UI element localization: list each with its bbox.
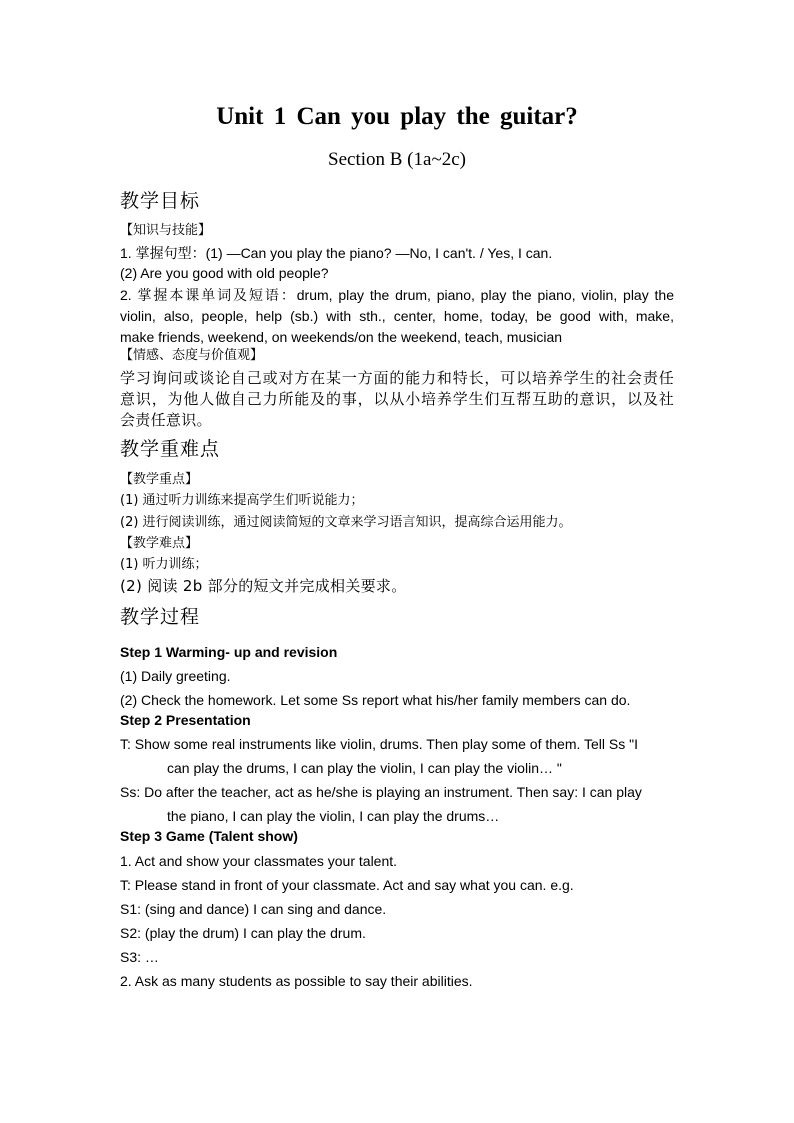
objective-item-2-line3: make friends, weekend, on weekends/on the weekend, teach, musician (120, 329, 563, 345)
step1-item-a: (1) Daily greeting. (120, 668, 231, 684)
objective-item-2-line2: violin, also, people, help (sb.) with sth., center, home, today, be good with, make, (120, 308, 674, 324)
emotion-text-line1: 学习询问或谈论自己或对方在某一方面的能力和特长，可以培养学生的社会责任 (120, 369, 674, 387)
step2-students-line1: Ss: Do after the teacher, act as he/she is playing an instrument. Then say: I can play (120, 784, 642, 800)
page-title: Unit 1 Can you play the guitar? (216, 103, 578, 130)
objective-item-1b: (2) Are you good with old people? (120, 265, 329, 281)
step1-item-b: (2) Check the homework. Let some Ss report what his/her family members can do. (120, 692, 631, 708)
step3-teacher: T: Please stand in front of your classmate. Act and say what you can. e.g. (120, 877, 574, 893)
step2-students-line2: the piano, I can play the violin, I can play the drums… (167, 808, 500, 824)
emotion-text-line2: 意识，为他人做自己力所能及的事，以从小培养学生们互帮互助的意识，以及社 (120, 390, 674, 408)
focus-item-1: (1) 通过听力训练来提高学生们听说能力； (120, 493, 364, 508)
step3-student-3: S3: … (120, 949, 159, 965)
step3-title: Step 3 Game (Talent show) (120, 828, 298, 844)
difficulty-item-1: (1) 听力训练； (120, 557, 208, 572)
step3-item-1: 1. Act and show your classmates your talent. (120, 853, 398, 869)
emotion-label: 【情感、态度与价值观】 (120, 348, 264, 363)
step1-title: Step 1 Warming- up and revision (120, 644, 338, 660)
emotion-text-line3: 会责任意识。 (120, 411, 212, 429)
focus-label: 【教学重点】 (120, 472, 199, 487)
step2-title: Step 2 Presentation (120, 712, 251, 728)
keypoints-heading: 教学重难点 (120, 438, 221, 460)
step3-student-1: S1: (sing and dance) I can sing and dance. (120, 901, 387, 917)
focus-item-2: (2) 进行阅读训练，通过阅读简短的文章来学习语言知识，提高综合运用能力。 (120, 515, 572, 530)
objective-item-1: 1. 掌握句型：(1) —Can you play the piano? —No, I can't. / Yes, I can. (120, 245, 553, 261)
step2-teacher-line2: can play the drums, I can play the violin, I can play the violin… " (167, 760, 562, 776)
difficulty-label: 【教学难点】 (120, 536, 199, 551)
step3-item-2: 2. Ask as many students as possible to say their abilities. (120, 973, 473, 989)
objective-item-2-line1: 2. 掌握本课单词及短语：drum, play the drum, piano, play the piano, violin, play the (120, 287, 674, 303)
step3-student-2: S2: (play the drum) I can play the drum. (120, 925, 366, 941)
step2-teacher-line1: T: Show some real instruments like violin, drums. Then play some of them. Tell Ss "I (120, 736, 638, 752)
knowledge-label: 【知识与技能】 (120, 223, 212, 238)
page-subtitle: Section B (1a~2c) (328, 149, 466, 170)
difficulty-item-2: (2) 阅读 2b 部分的短文并完成相关要求。 (120, 577, 407, 595)
objectives-heading: 教学目标 (120, 190, 201, 212)
process-heading: 教学过程 (120, 606, 201, 628)
